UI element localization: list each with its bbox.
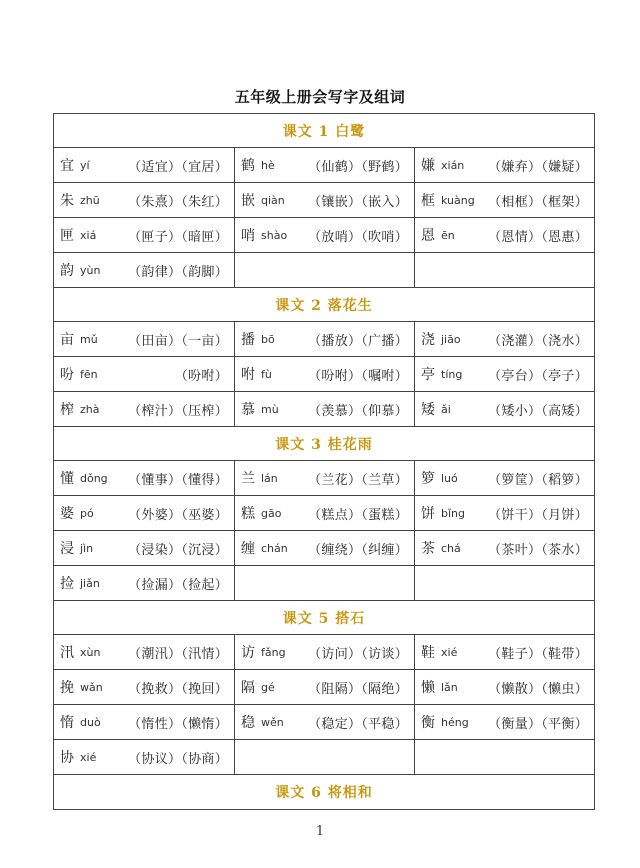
- vocab-cell: [235, 357, 415, 391]
- pinyin: xié: [441, 645, 458, 659]
- vocab-cell: [415, 253, 594, 287]
- character: 饼: [421, 506, 435, 522]
- pinyin: jiāo: [441, 332, 461, 346]
- page-number: 1: [315, 824, 325, 839]
- character: 框: [421, 193, 435, 209]
- pinyin: wěn: [261, 715, 284, 729]
- character: 箩: [421, 471, 435, 487]
- vocab-cell: [415, 218, 594, 252]
- word-group: （鞋子）（鞋带）: [488, 646, 588, 662]
- pinyin: mù: [261, 402, 279, 416]
- vocab-cell: [235, 461, 415, 495]
- character: 挽: [60, 680, 74, 696]
- word-group: （懂事）（懂得）: [128, 472, 228, 488]
- word-group: （饼干）（月饼）: [488, 507, 588, 523]
- character: 兰: [241, 471, 255, 487]
- character: 亩: [60, 332, 74, 348]
- word-group: （访问）（访谈）: [308, 646, 408, 662]
- section-heading: 课文 5 搭石: [54, 601, 594, 635]
- table-row: [54, 705, 594, 740]
- pinyin: jiǎn: [80, 576, 100, 590]
- vocab-cell: [54, 218, 235, 252]
- page-title: 五年级上册会写字及组词: [234, 88, 406, 106]
- character: 朱: [60, 193, 74, 209]
- word-group: （放哨）（吹哨）: [308, 229, 408, 245]
- word-group: （恩情）（恩惠）: [488, 229, 588, 245]
- vocab-cell: [54, 183, 235, 217]
- table-row: [54, 392, 594, 427]
- word-group: （榨汁）（压榨）: [128, 403, 228, 419]
- pinyin: zhà: [80, 402, 100, 416]
- pinyin: ǎi: [441, 402, 451, 416]
- vocab-cell: [235, 183, 415, 217]
- word-group: （懒散）（懒虫）: [488, 681, 588, 697]
- table-row: [54, 531, 594, 566]
- table-row: [54, 183, 594, 218]
- vocab-cell: [235, 392, 415, 426]
- character: 捡: [60, 576, 74, 592]
- word-group: （阻隔）（隔绝）: [308, 681, 408, 697]
- character: 茶: [421, 541, 435, 557]
- word-group: （矮小）（高矮）: [488, 403, 588, 419]
- character: 懂: [60, 471, 74, 487]
- pinyin: chá: [441, 541, 461, 555]
- vocab-cell: [54, 392, 235, 426]
- pinyin: jìn: [80, 541, 94, 555]
- section-heading: 课文 1 白鹭: [54, 114, 594, 148]
- character: 嵌: [241, 193, 255, 209]
- pinyin: zhū: [80, 193, 100, 207]
- character: 缠: [241, 541, 255, 557]
- vocab-cell: [235, 670, 415, 704]
- pinyin: shào: [261, 228, 288, 242]
- word-group: （镶嵌）（嵌入）: [308, 194, 408, 210]
- vocab-cell: [235, 705, 415, 739]
- word-group: （茶叶）（茶水）: [488, 542, 588, 558]
- pinyin: fù: [261, 367, 272, 381]
- vocab-cell: [54, 670, 235, 704]
- table-row: [54, 670, 594, 705]
- vocab-cell: [415, 148, 594, 182]
- vocab-cell: [415, 705, 594, 739]
- character: 嫌: [421, 158, 435, 174]
- vocab-cell: [54, 322, 235, 356]
- word-group: （稳定）（平稳）: [308, 716, 408, 732]
- vocab-cell: [54, 461, 235, 495]
- pinyin: chán: [261, 541, 288, 555]
- character: 协: [60, 750, 74, 766]
- table-row: [54, 357, 594, 392]
- pinyin: duò: [80, 715, 101, 729]
- word-group: （韵律）（韵脚）: [128, 264, 228, 280]
- pinyin: yí: [80, 158, 90, 172]
- character: 韵: [60, 263, 74, 279]
- pinyin: luó: [441, 471, 458, 485]
- character: 鞋: [421, 645, 435, 661]
- word-group: （协议）（协商）: [128, 751, 228, 767]
- word-group: （浸染）（沉浸）: [128, 542, 228, 558]
- pinyin: pó: [80, 506, 94, 520]
- vocab-cell: [54, 635, 235, 669]
- pinyin: xùn: [80, 645, 101, 659]
- pinyin: héng: [441, 715, 469, 729]
- word-group: （外婆）（巫婆）: [128, 507, 228, 523]
- table-row: [54, 461, 594, 496]
- pinyin: bō: [261, 332, 275, 346]
- character: 汛: [60, 645, 74, 661]
- vocab-cell: [235, 218, 415, 252]
- vocab-cell: [415, 461, 594, 495]
- pinyin: hè: [261, 158, 275, 172]
- pinyin: xiá: [80, 228, 97, 242]
- vocab-cell: [235, 322, 415, 356]
- character: 鹤: [241, 158, 255, 174]
- character: 隔: [241, 680, 255, 696]
- pinyin: fēn: [80, 367, 98, 381]
- word-group: （兰花）（兰草）: [308, 472, 408, 488]
- character: 吩: [60, 367, 74, 383]
- table-row: [54, 496, 594, 531]
- word-group: （播放）（广播）: [308, 333, 408, 349]
- vocab-cell: [54, 148, 235, 182]
- vocab-cell: [415, 531, 594, 565]
- character: 亭: [421, 367, 435, 383]
- pinyin: gāo: [261, 506, 282, 520]
- vocab-cell: [235, 740, 415, 774]
- vocab-cell: [415, 183, 594, 217]
- vocab-cell: [415, 322, 594, 356]
- pinyin: kuàng: [441, 193, 475, 207]
- vocab-cell: [54, 253, 235, 287]
- pinyin: wǎn: [80, 680, 103, 694]
- vocabulary-table: [53, 113, 595, 810]
- word-group: （捡漏）（捡起）: [128, 577, 228, 593]
- vocab-cell: [235, 566, 415, 600]
- table-row: [54, 566, 594, 601]
- table-row: [54, 253, 594, 288]
- word-group: （糕点）（蛋糕）: [308, 507, 408, 523]
- word-group: （潮汛）（汛情）: [128, 646, 228, 662]
- vocab-cell: [54, 357, 235, 391]
- table-row: [54, 635, 594, 670]
- pinyin: tíng: [441, 367, 463, 381]
- table-row: [54, 218, 594, 253]
- character: 慕: [241, 402, 255, 418]
- vocab-cell: [415, 740, 594, 774]
- word-group: （浇灌）（浇水）: [488, 333, 588, 349]
- vocab-cell: [235, 496, 415, 530]
- vocab-cell: [415, 670, 594, 704]
- vocab-cell: [54, 566, 235, 600]
- character: 稳: [241, 715, 255, 731]
- pinyin: gé: [261, 680, 275, 694]
- word-group: （缠绕）（纠缠）: [308, 542, 408, 558]
- character: 宜: [60, 158, 74, 174]
- pinyin: qiàn: [261, 193, 285, 207]
- word-group: （适宜）（宜居）: [128, 159, 228, 175]
- word-group: （相框）（框架）: [488, 194, 588, 210]
- character: 榨: [60, 402, 74, 418]
- pinyin: lǎn: [441, 680, 458, 694]
- character: 懒: [421, 680, 435, 696]
- word-group: （箩筐）（稻箩）: [488, 472, 588, 488]
- table-row: [54, 740, 594, 775]
- section-heading: 课文 2 落花生: [54, 288, 594, 322]
- pinyin: ēn: [441, 228, 455, 242]
- character: 衡: [421, 715, 435, 731]
- pinyin: bǐng: [441, 506, 465, 520]
- word-group: （亭台）（亭子）: [488, 368, 588, 384]
- word-group: （羡慕）（仰慕）: [308, 403, 408, 419]
- vocab-cell: [54, 496, 235, 530]
- word-group: （匣子）（暗匣）: [128, 229, 228, 245]
- word-group: （吩咐）: [174, 368, 228, 384]
- pinyin: yùn: [80, 263, 101, 277]
- character: 婆: [60, 506, 74, 522]
- vocab-cell: [235, 148, 415, 182]
- character: 糕: [241, 506, 255, 522]
- section-heading: 课文 3 桂花雨: [54, 427, 594, 461]
- word-group: （衡量）（平衡）: [488, 716, 588, 732]
- section-heading: 课文 6 将相和: [275, 785, 373, 801]
- character: 矮: [421, 402, 435, 418]
- pinyin: dǒng: [80, 471, 108, 485]
- table-row: [54, 322, 594, 357]
- vocab-cell: [54, 705, 235, 739]
- word-group: （田亩）（一亩）: [128, 333, 228, 349]
- pinyin: xián: [441, 158, 465, 172]
- pinyin: mǔ: [80, 332, 98, 346]
- character: 匣: [60, 228, 74, 244]
- pinyin: xié: [80, 750, 97, 764]
- word-group: （吩咐）（嘱咐）: [308, 368, 408, 384]
- word-group: （嫌弃）（嫌疑）: [488, 159, 588, 175]
- word-group: （挽救）（挽回）: [128, 681, 228, 697]
- character: 浇: [421, 332, 435, 348]
- character: 惰: [60, 715, 74, 731]
- pinyin: lán: [261, 471, 278, 485]
- vocab-cell: [54, 740, 235, 774]
- vocab-cell: [235, 635, 415, 669]
- pinyin: fǎng: [261, 645, 286, 659]
- vocab-cell: [415, 392, 594, 426]
- vocab-cell: [235, 531, 415, 565]
- character: 播: [241, 332, 255, 348]
- vocab-cell: [415, 635, 594, 669]
- table-row: [54, 148, 594, 183]
- word-group: （仙鹤）（野鹤）: [308, 159, 408, 175]
- vocab-cell: [235, 253, 415, 287]
- vocab-cell: [415, 357, 594, 391]
- word-group: （惰性）（懒惰）: [128, 716, 228, 732]
- character: 浸: [60, 541, 74, 557]
- vocab-cell: [415, 496, 594, 530]
- vocab-cell: [415, 566, 594, 600]
- character: 恩: [421, 228, 435, 244]
- vocab-cell: [54, 531, 235, 565]
- character: 咐: [241, 367, 255, 383]
- character: 访: [241, 645, 255, 661]
- word-group: （朱熹）（朱红）: [128, 194, 228, 210]
- character: 哨: [241, 228, 255, 244]
